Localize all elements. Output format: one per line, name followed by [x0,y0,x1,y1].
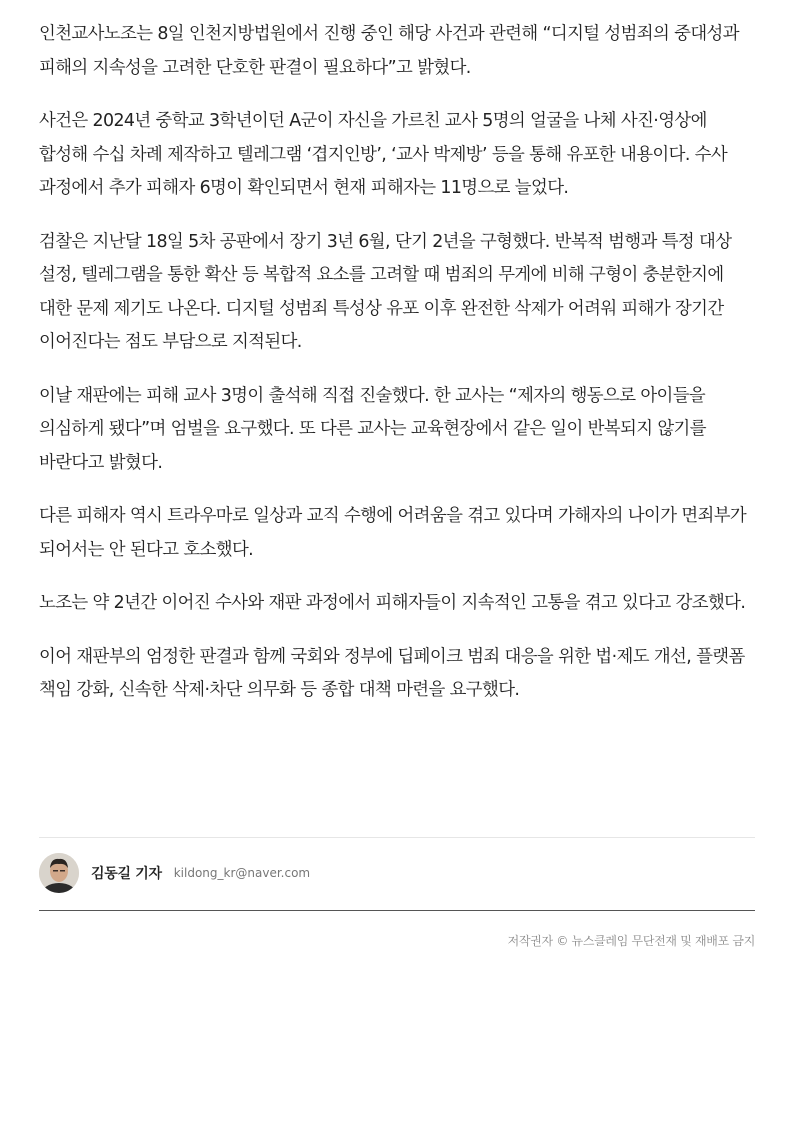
reporter-byline [39,853,310,893]
article-body [39,18,755,728]
article-paragraph: 인천교사노조는 8일 인천지방법원에서 진행 중인 해당 사건과 관련해 “디지털 성범죄의 중대성과 피해의 지속성을 고려한 단호한 판결이 필요하다”고 밝혔다. [39,24,739,78]
reporter-name[interactable]: 김동길 기자 [91,866,162,882]
article-paragraph: 다른 피해자 역시 트라우마로 일상과 교직 수행에 어려움을 겪고 있다며 가해자의 나이가 면죄부가 되어서는 안 된다고 호소했다. [39,506,747,560]
article-paragraph: 사건은 2024년 중학교 3학년이던 A군이 자신을 가르친 교사 5명의 얼굴을 나체 사진·영상에 합성해 수십 차례 제작하고 텔레그램 ‘겹지인방’, ‘교사 박제방’ 등을 통해 유포한 내용이다. 수사 과정에서 추가 피해자 6명이 확인되면서 현재 피해자는 11명으로 늘었다. [39,111,728,198]
reporter-avatar[interactable] [39,853,79,893]
copyright-notice: 저작권자 © 뉴스클레임 무단전재 및 재배포 금지 [507,934,755,948]
article-paragraph: 이날 재판에는 피해 교사 3명이 출석해 직접 진술했다. 한 교사는 “제자의 행동으로 아이들을 의심하게 됐다”며 엄벌을 요구했다. 또 다른 교사는 교육현장에서 같은 일이 반복되지 않기를 바란다고 밝혔다. [39,385,706,473]
article-paragraph: 노조는 약 2년간 이어진 수사와 재판 과정에서 피해자들이 지속적인 고통을 겪고 있다고 강조했다. [39,593,746,613]
footer-divider [39,910,755,911]
article-paragraph: 검찰은 지난달 18일 5차 공판에서 장기 3년 6월, 단기 2년을 구형했다. 반복적 범행과 특정 대상 설정, 텔레그램을 통한 확산 등 복합적 요소를 고려할 때 범죄의 무게에 비해 구형이 충분한지에 대한 문제 제기도 나온다. 디지털 성범죄 특성상 유포 이후 완전한 삭제가 어려워 피해가 장기간 이어진다는 점도 부담으로 지적된다. [39,231,732,352]
reporter-email[interactable]: kildong_kr@naver.com [173,866,311,880]
article-paragraph: 이어 재판부의 엄정한 판결과 함께 국회와 정부에 딥페이크 범죄 대응을 위한 법·제도 개선, 플랫폼 책임 강화, 신속한 삭제·차단 의무화 등 종합 대책 마련을 요구했다. [39,646,745,700]
reporter-photo-icon [39,853,79,893]
byline-divider [39,837,755,838]
